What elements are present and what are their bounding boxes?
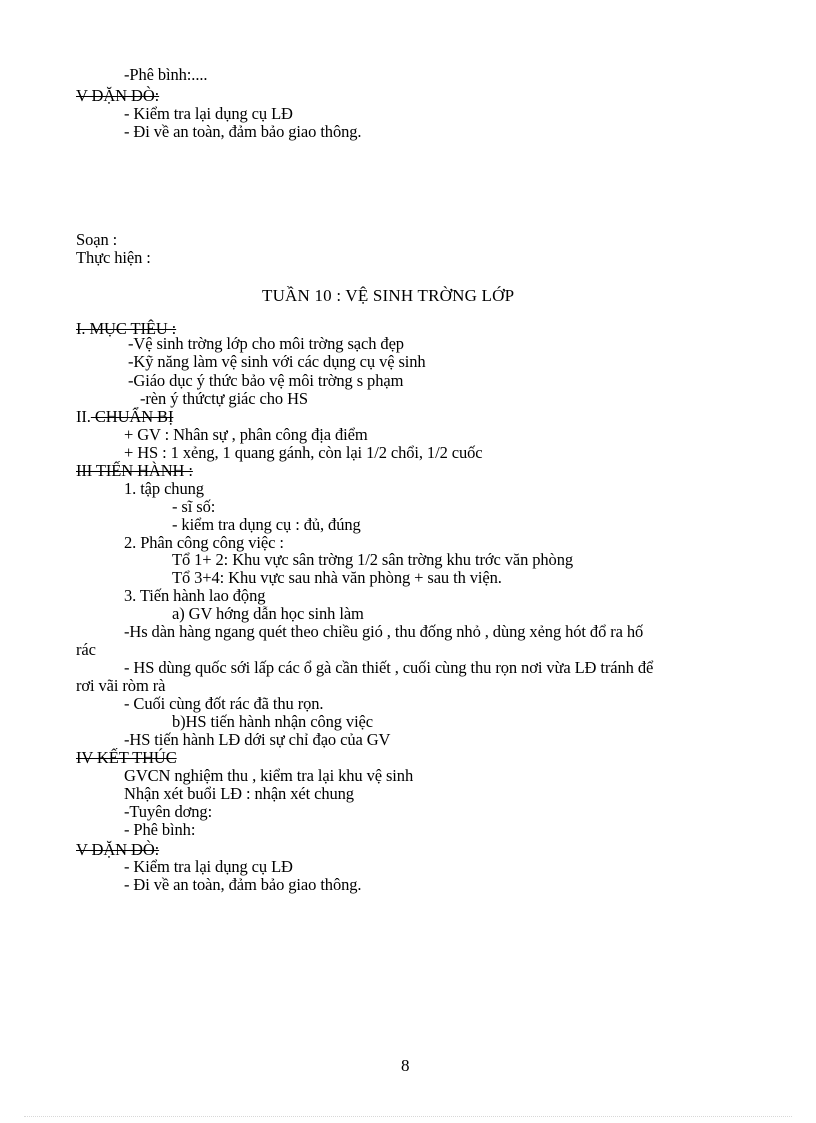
hs-dan-hang-line: -Hs dàn hàng ngang quét theo chiều gió , thu đống nhỏ , dùng xẻng hót đổ ra hố	[124, 622, 644, 641]
cuoi-cung-line: - Cuối cùng đốt rác đã thu rọn.	[124, 694, 324, 713]
dan-do-heading: V DẶN DÒ:	[76, 86, 160, 105]
soan-label: Soạn :	[76, 230, 118, 249]
chuan-bi-prefix: II.	[76, 407, 91, 426]
hs-dung-quoc-line: - HS dùng quốc sới lấp các ổ gà cần thiết , cuối cùng thu rọn nơi vừa LĐ tránh để	[124, 658, 654, 677]
to-34-line: Tổ 3+4: Khu vực sau nhà văn phòng + sau th viện.	[172, 568, 502, 587]
dan-do-item: - Đi về an toàn, đảm bảo giao thông.	[124, 875, 362, 894]
phan-cong-line: 2. Phân công công việc :	[124, 533, 284, 552]
dan-do-heading: V DẶN DÒ:	[76, 840, 160, 859]
gv-huong-dan-line: a) GV hớng dẫn học sinh làm	[172, 604, 364, 623]
muc-tieu-item: -Kỹ năng làm vệ sinh với các dụng cụ vệ sinh	[128, 352, 426, 371]
lao-dong-line: 3. Tiến hành lao động	[124, 586, 266, 605]
nhan-xet-line: Nhận xét buổi LĐ : nhận xét chung	[124, 784, 354, 803]
hs-tien-hanh-line: -HS tiến hành LĐ dới sự chỉ đạo của GV	[124, 730, 391, 749]
chuan-bi-hs: + HS : 1 xẻng, 1 quang gánh, còn lại 1/2 chổi, 1/2 cuốc	[124, 443, 483, 462]
dan-do-item: - Kiểm tra lại dụng cụ LĐ	[124, 857, 293, 876]
tien-hanh-heading: III TIẾN HÀNH :	[76, 461, 193, 480]
muc-tieu-heading: I. MỤC TIÊU :	[76, 319, 177, 338]
si-so-line: - sĩ số:	[172, 497, 216, 516]
chuan-bi-title: CHUẨN BỊ	[90, 407, 174, 426]
hs-nhan-viec-line: b)HS tiến hành nhận công việc	[172, 712, 374, 731]
kiem-tra-line: - kiểm tra dụng cụ : đủ, đúng	[172, 515, 361, 534]
hs-dung-quoc-cont: rơi vãi ròm rà	[76, 676, 166, 695]
chuan-bi-heading	[76, 407, 173, 426]
dan-do-item: - Kiểm tra lại dụng cụ LĐ	[124, 104, 293, 123]
muc-tieu-item: -Giáo dục ý thức bảo vệ môi trờng s phạm	[128, 371, 404, 390]
nghiem-thu-line: GVCN nghiệm thu , kiểm tra lại khu vệ sinh	[124, 766, 414, 785]
chuan-bi-gv: + GV : Nhân sự , phân công địa điểm	[124, 425, 368, 444]
lesson-title: TUẦN 10 : VỆ SINH TRỜNG LỚP	[262, 286, 515, 305]
muc-tieu-item: -rèn ý thứctự giác cho HS	[140, 389, 308, 408]
dan-do-item: - Đi về an toàn, đảm bảo giao thông.	[124, 122, 362, 141]
footer-divider	[24, 1116, 792, 1117]
page-number: 8	[401, 1056, 410, 1075]
to-12-line: Tổ 1+ 2: Khu vực sân trờng 1/2 sân trờng khu trớc văn phòng	[172, 550, 574, 569]
tap-chung-line: 1. tập chung	[124, 479, 204, 498]
thuc-hien-label: Thực hiện :	[76, 248, 151, 267]
tuyen-duong-line: -Tuyên dơng:	[124, 802, 213, 821]
phe-binh-line: -Phê bình:....	[124, 65, 208, 84]
ket-thuc-heading: IV KẾT THÚC	[76, 748, 177, 767]
muc-tieu-item: -Vệ sinh trờng lớp cho môi trờng sạch đẹp	[128, 334, 404, 353]
hs-dan-hang-cont: rác	[76, 640, 96, 659]
phe-binh-line: - Phê bình:	[124, 820, 196, 839]
